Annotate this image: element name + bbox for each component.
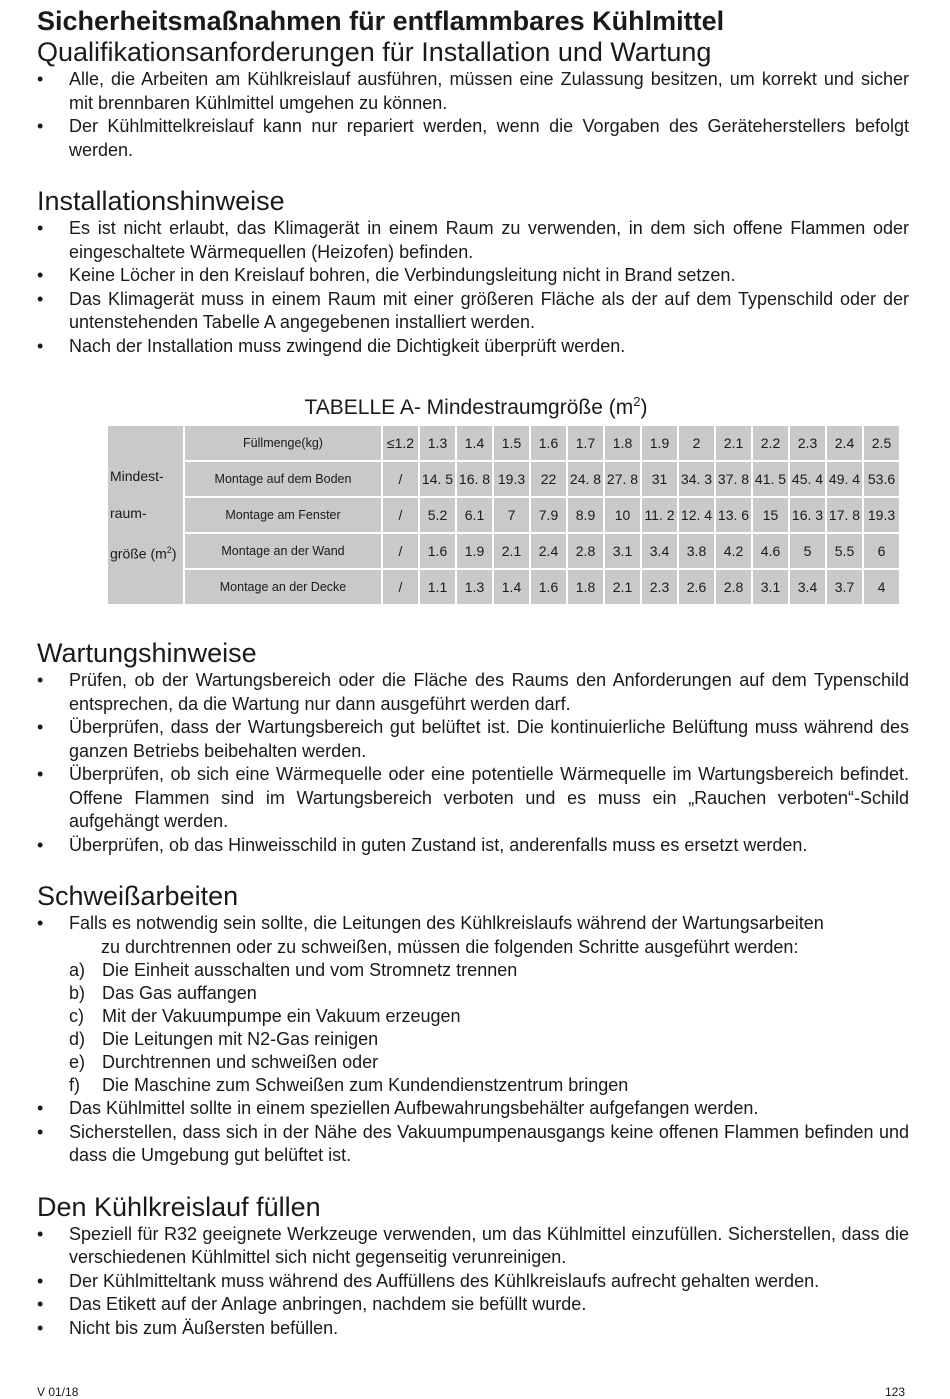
- list-item: • Der Kühlmitteltank muss während des Auffüllens des Kühlkreislaufs aufrecht gehalten werden.: [37, 1270, 909, 1294]
- list-item: • Prüfen, ob der Wartungsbereich oder die Fläche des Raums den Anforderungen auf dem Typenschild entsprechen, da die Wartung nur dann ausgeführt werden darf.: [37, 669, 909, 716]
- list-item: • Es ist nicht erlaubt, das Klimagerät in einem Raum zu verwenden, in dem sich offene Flammen oder eingeschaltete Wärmequellen (Heizofen) befinden.: [37, 217, 909, 264]
- list-item: • Überprüfen, ob sich eine Wärmequelle oder eine potentielle Wärmequelle im Wartungsbereich befindet. Offene Flammen sind im Wartungsbereich verboten und es muss ein „Rauchen verboten“-Schild aufgehängt werden.: [37, 763, 909, 834]
- table-cell: 22: [530, 461, 567, 497]
- mounting-type-label: Montage an der Decke: [184, 569, 382, 605]
- table-cell: 4.6: [752, 533, 789, 569]
- fill-amount-value: 1.4: [456, 425, 493, 461]
- table-header-row: [107, 425, 900, 461]
- left-label-line: größe (m: [110, 545, 167, 562]
- table-row: [107, 461, 900, 497]
- fill-amount-value: 2.1: [715, 425, 752, 461]
- table-cell: 1.6: [419, 533, 456, 569]
- table-cell: /: [382, 533, 419, 569]
- min-room-size-table: [106, 424, 901, 606]
- table-cell: 53.6: [863, 461, 900, 497]
- table-cell: 12. 4: [678, 497, 715, 533]
- table-cell: 41. 5: [752, 461, 789, 497]
- maintenance-list: [37, 669, 909, 857]
- list-item: • Nicht bis zum Äußersten befüllen.: [37, 1317, 909, 1341]
- footer-page-number: 123: [885, 1385, 906, 1399]
- table-caption-end: ): [640, 396, 648, 419]
- list-item: • Sicherstellen, dass sich in der Nähe des Vakuumpumpenausgangs keine offenen Flammen befinden und dass die Umgebung gut belüftet ist.: [37, 1121, 909, 1168]
- list-item: • Speziell für R32 geeignete Werkzeuge verwenden, um das Kühlmittel einzufüllen. Sicherstellen, dass die verschiedenen Kühlmittel sich nicht gegenseitig verunreinigen.: [37, 1223, 909, 1270]
- table-cell: 2.6: [678, 569, 715, 605]
- table-cell: 2.8: [715, 569, 752, 605]
- fill-amount-value: 2.5: [863, 425, 900, 461]
- fill-amount-value: 1.7: [567, 425, 604, 461]
- table-cell: 5.2: [419, 497, 456, 533]
- fill-amount-value: 2.3: [789, 425, 826, 461]
- welding-step: [69, 1051, 909, 1074]
- fill-amount-value: 1.6: [530, 425, 567, 461]
- mounting-type-label: Montage am Fenster: [184, 497, 382, 533]
- list-item: • Alle, die Arbeiten am Kühlkreislauf ausführen, müssen eine Zulassung besitzen, um korrekt und sicher mit brennbaren Kühlmittel umgehen zu können.: [37, 68, 909, 115]
- mounting-type-label: Montage auf dem Boden: [184, 461, 382, 497]
- installation-heading: Installationshinweise: [37, 186, 285, 216]
- table-cell: 7.9: [530, 497, 567, 533]
- step-text: Mit der Vakuumpumpe ein Vakuum erzeugen: [102, 1006, 461, 1026]
- welding-intro-line2: zu durchtrennen oder zu schweißen, müssen die folgenden Schritte ausgeführt werden:: [101, 936, 799, 957]
- welding-step: [69, 1005, 909, 1028]
- table-cell: 7: [493, 497, 530, 533]
- fill-amount-value: 1.9: [641, 425, 678, 461]
- page-content: [37, 6, 909, 1340]
- maintenance-heading: Wartungshinweise: [37, 638, 257, 668]
- table-cell: 24. 8: [567, 461, 604, 497]
- min-room-size-label: [107, 425, 184, 605]
- installation-list: [37, 217, 909, 358]
- table-cell: 6.1: [456, 497, 493, 533]
- list-item: • Das Klimagerät muss in einem Raum mit einer größeren Fläche als der auf dem Typenschild oder der untenstehenden Tabelle A angegebenen installiert werden.: [37, 288, 909, 335]
- welding-list: [37, 912, 909, 959]
- table-cell: 3.8: [678, 533, 715, 569]
- step-text: Das Gas auffangen: [102, 983, 257, 1003]
- table-cell: 14. 5: [419, 461, 456, 497]
- table-cell: 6: [863, 533, 900, 569]
- table-cell: 16. 8: [456, 461, 493, 497]
- step-text: Die Leitungen mit N2-Gas reinigen: [102, 1029, 379, 1049]
- fill-amount-value: 2.2: [752, 425, 789, 461]
- table-cell: 2.1: [493, 533, 530, 569]
- table-cell: 1.4: [493, 569, 530, 605]
- left-label-sup: 2: [166, 544, 172, 555]
- step-marker: b): [69, 983, 86, 1003]
- qualification-heading: Qualifikationsanforderungen für Installation und Wartung: [37, 37, 712, 67]
- list-item: • Der Kühlmittelkreislauf kann nur repariert werden, wenn die Vorgaben des Geräteherstellers befolgt werden.: [37, 115, 909, 162]
- step-marker: e): [69, 1052, 86, 1072]
- table-cell: 10: [604, 497, 641, 533]
- table-cell: 11. 2: [641, 497, 678, 533]
- table-cell: 1.3: [456, 569, 493, 605]
- table-cell: 1.6: [530, 569, 567, 605]
- step-marker: d): [69, 1029, 86, 1049]
- list-item: • Überprüfen, ob das Hinweisschild in guten Zustand ist, anderenfalls muss es ersetzt werden.: [37, 834, 909, 858]
- fill-amount-header: Füllmenge(kg): [184, 425, 382, 461]
- filling-heading: Den Kühlkreislauf füllen: [37, 1191, 321, 1222]
- table-row: [107, 569, 900, 605]
- table-caption-sup: 2: [633, 394, 641, 409]
- list-item: • Das Kühlmittel sollte in einem speziellen Aufbewahrungsbehälter aufgefangen werden.: [37, 1097, 909, 1121]
- table-cell: 1.1: [419, 569, 456, 605]
- left-label-end: ): [171, 545, 177, 562]
- table-cell: 3.7: [826, 569, 863, 605]
- step-text: Durchtrennen und schweißen oder: [102, 1052, 379, 1072]
- welding-step: [69, 1028, 909, 1051]
- table-cell: 27. 8: [604, 461, 641, 497]
- fill-amount-value: ≤1.2: [382, 425, 419, 461]
- table-caption: [37, 394, 915, 420]
- table-cell: 37. 8: [715, 461, 752, 497]
- step-marker: f): [69, 1075, 80, 1095]
- page-title: Sicherheitsmaßnahmen für entflammbares Kühlmittel: [37, 6, 725, 36]
- welding-intro-line1: Falls es notwendig sein sollte, die Leitungen des Kühlkreislaufs während der Wartungsarbeiten: [69, 913, 824, 933]
- table-cell: 34. 3: [678, 461, 715, 497]
- fill-amount-value: 1.3: [419, 425, 456, 461]
- filling-list: [37, 1223, 909, 1341]
- table-cell: 2.1: [604, 569, 641, 605]
- table-cell: 2.3: [641, 569, 678, 605]
- welding-heading: Schweißarbeiten: [37, 881, 239, 911]
- table-cell: 4.2: [715, 533, 752, 569]
- table-cell: 15: [752, 497, 789, 533]
- table-cell: 19.3: [493, 461, 530, 497]
- table-cell: 4: [863, 569, 900, 605]
- welding-step: [69, 959, 909, 982]
- welding-list-2: [37, 1097, 909, 1168]
- table-cell: 3.1: [752, 569, 789, 605]
- step-marker: a): [69, 960, 86, 980]
- left-label-line: Mindest-: [110, 467, 164, 484]
- step-marker: c): [69, 1006, 84, 1026]
- qualification-list: [37, 68, 909, 162]
- table-cell: 31: [641, 461, 678, 497]
- table-cell: /: [382, 497, 419, 533]
- fill-amount-value: 2.4: [826, 425, 863, 461]
- left-label-line: raum-: [110, 504, 147, 521]
- footer-version: V 01/18: [37, 1385, 79, 1399]
- table-cell: 5: [789, 533, 826, 569]
- table-cell: 1.9: [456, 533, 493, 569]
- table-row: [107, 497, 900, 533]
- table-cell: 8.9: [567, 497, 604, 533]
- fill-amount-value: 2: [678, 425, 715, 461]
- welding-step: [69, 1074, 909, 1097]
- step-text: Die Maschine zum Schweißen zum Kundendienstzentrum bringen: [102, 1075, 629, 1095]
- table-cell: 3.4: [789, 569, 826, 605]
- list-item: • Überprüfen, dass der Wartungsbereich gut belüftet ist. Die kontinuierliche Belüftung muss während des ganzen Betriebs beibehalten werden.: [37, 716, 909, 763]
- list-item: • Nach der Installation muss zwingend die Dichtigkeit überprüft werden.: [37, 335, 909, 359]
- list-item: [37, 912, 909, 959]
- list-item: • Keine Löcher in den Kreislauf bohren, die Verbindungsleitung nicht in Brand setzen.: [37, 264, 909, 288]
- table-cell: 2.8: [567, 533, 604, 569]
- table-cell: 17. 8: [826, 497, 863, 533]
- table-cell: 45. 4: [789, 461, 826, 497]
- welding-step: [69, 982, 909, 1005]
- table-cell: 19.3: [863, 497, 900, 533]
- table-row: [107, 533, 900, 569]
- welding-steps: [37, 959, 909, 1097]
- table-caption-text: TABELLE A- Mindestraumgröße (m: [304, 396, 634, 419]
- table-cell: 1.8: [567, 569, 604, 605]
- table-cell: 2.4: [530, 533, 567, 569]
- table-cell: 3.1: [604, 533, 641, 569]
- table-cell: 5.5: [826, 533, 863, 569]
- step-text: Die Einheit ausschalten und vom Stromnetz trennen: [102, 960, 518, 980]
- table-cell: /: [382, 461, 419, 497]
- fill-amount-value: 1.5: [493, 425, 530, 461]
- fill-amount-value: 1.8: [604, 425, 641, 461]
- table-cell: 3.4: [641, 533, 678, 569]
- mounting-type-label: Montage an der Wand: [184, 533, 382, 569]
- table-cell: 16. 3: [789, 497, 826, 533]
- table-cell: 13. 6: [715, 497, 752, 533]
- list-item: • Das Etikett auf der Anlage anbringen, nachdem sie befüllt wurde.: [37, 1293, 909, 1317]
- table-cell: /: [382, 569, 419, 605]
- table-cell: 49. 4: [826, 461, 863, 497]
